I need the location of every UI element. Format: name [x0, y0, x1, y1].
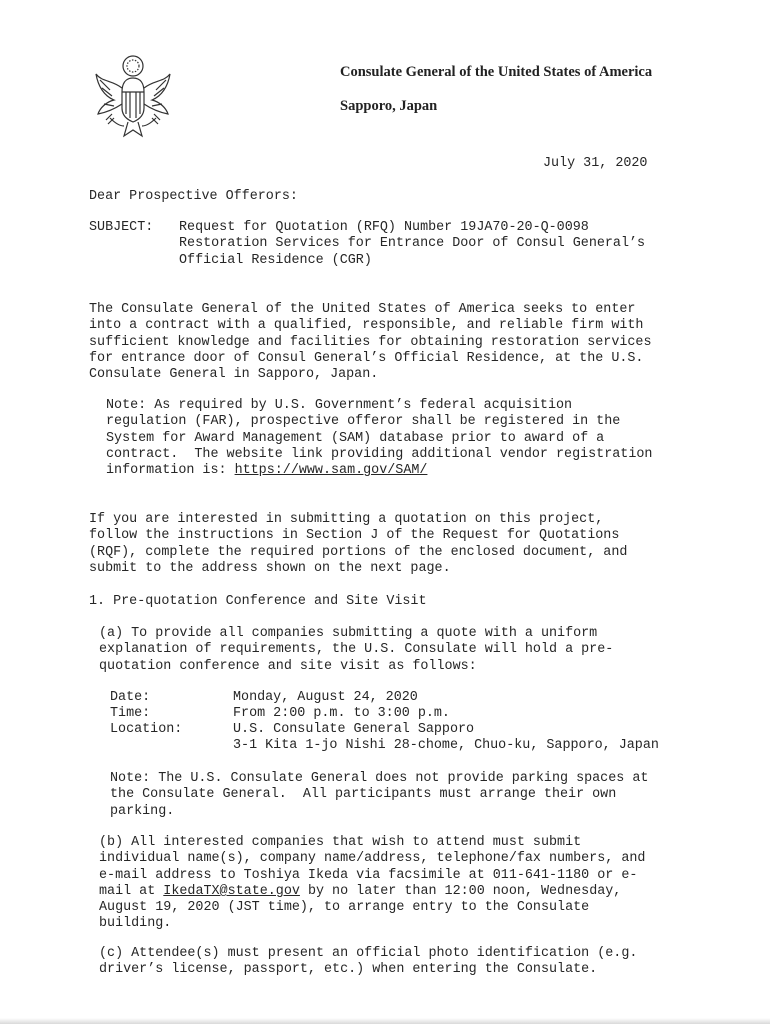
sam-note [106, 398, 652, 479]
text-line: by no later than 12:00 noon, Wednesday, [299, 883, 622, 899]
scan-edge [0, 1018, 770, 1024]
schedule-location-line1: U.S. Consulate General Sapporo [233, 722, 475, 737]
letterhead-org: Consulate General of the United States of America [340, 64, 653, 80]
text-line: (c) Attendee(s) must present an official photo identification (e.g. [99, 946, 638, 961]
schedule-location-line2: 3-1 Kita 1-jo Nishi 28-chome, Chuo-ku, Sapporo, Japan [233, 738, 659, 753]
text-line: the Consulate General. All participants must arrange their own [110, 787, 617, 803]
salutation: Dear Prospective Offerors: [89, 189, 298, 204]
schedule-location-label: Location: [110, 722, 183, 737]
text-line: System for Award Management (SAM) database prior to award of a [106, 430, 605, 446]
text-line: driver’s license, passport, etc.) when entering the Consulate. [99, 962, 598, 978]
text-line: Note: The U.S. Consulate General does not provide parking spaces at [110, 771, 649, 786]
schedule-date-label: Date: [110, 690, 151, 705]
text-line: regulation (FAR), prospective offeror shall be registered in the [106, 414, 621, 430]
text-line: for entrance door of Consul General’s Official Residence, at the U.S. [89, 350, 644, 366]
text-line: August 19, 2020 (JST time), to arrange entry to the Consulate [99, 900, 590, 916]
text-line: individual name(s), company name/address, telephone/fax numbers, and [99, 851, 646, 867]
section-1-title: 1. Pre-quotation Conference and Site Visit [89, 594, 427, 609]
great-seal-eagle-icon [92, 52, 174, 144]
text-line: submit to the address shown on the next page. [89, 560, 451, 576]
intro-paragraph [89, 302, 652, 383]
sam-link[interactable]: https://www.sam.gov/SAM/ [234, 463, 428, 479]
paragraph-b [99, 835, 645, 933]
parking-note [110, 771, 648, 820]
text-line: (b) All interested companies that wish to attend must submit [99, 835, 582, 850]
text-line: information is: [106, 463, 235, 479]
subject-line: Request for Quotation (RFQ) Number 19JA70-20-Q-0098 [179, 220, 589, 235]
text-line: explanation of requirements, the U.S. Consulate will hold a pre- [99, 642, 614, 658]
text-line: (RQF), complete the required portions of the enclosed document, and [89, 544, 628, 560]
text-line: contract. The website link providing additional vendor registration [106, 446, 653, 462]
schedule-time-label: Time: [110, 706, 151, 721]
text-line: mail at [99, 883, 164, 899]
letter-date: July 31, 2020 [543, 156, 648, 171]
text-line: Note: As required by U.S. Government’s federal acquisition [106, 398, 573, 413]
text-line: sufficient knowledge and facilities for obtaining restoration services [89, 334, 652, 350]
text-line: quotation conference and site visit as follows: [99, 658, 477, 674]
paragraph-a [99, 626, 613, 675]
text-line: follow the instructions in Section J of the Request for Quotations [89, 528, 620, 544]
text-line: parking. [110, 803, 175, 819]
text-line: into a contract with a qualified, responsible, and reliable firm with [89, 318, 644, 334]
paragraph-c [99, 946, 637, 979]
schedule-time-value: From 2:00 p.m. to 3:00 p.m. [233, 706, 450, 721]
text-line: If you are interested in submitting a quotation on this project, [89, 512, 604, 527]
schedule-date-value: Monday, August 24, 2020 [233, 690, 418, 705]
text-line: (a) To provide all companies submitting a quote with a uniform [99, 626, 598, 641]
subject-line: Restoration Services for Entrance Door of Consul General’s [179, 236, 646, 252]
text-line: The Consulate General of the United States of America seeks to enter [89, 302, 636, 317]
text-line: Consulate General in Sapporo, Japan. [89, 367, 379, 383]
subject-line: Official Residence (CGR) [179, 252, 372, 268]
text-line: building. [99, 916, 172, 932]
subject-label: SUBJECT: [89, 220, 154, 235]
text-line: e-mail address to Toshiya Ikeda via facsimile at 011-641-1180 or e- [99, 867, 638, 883]
subject-block [179, 220, 645, 269]
instructions-paragraph [89, 512, 627, 577]
email-link[interactable]: IkedaTX@state.gov [163, 883, 300, 899]
letterhead-city: Sapporo, Japan [340, 98, 438, 114]
